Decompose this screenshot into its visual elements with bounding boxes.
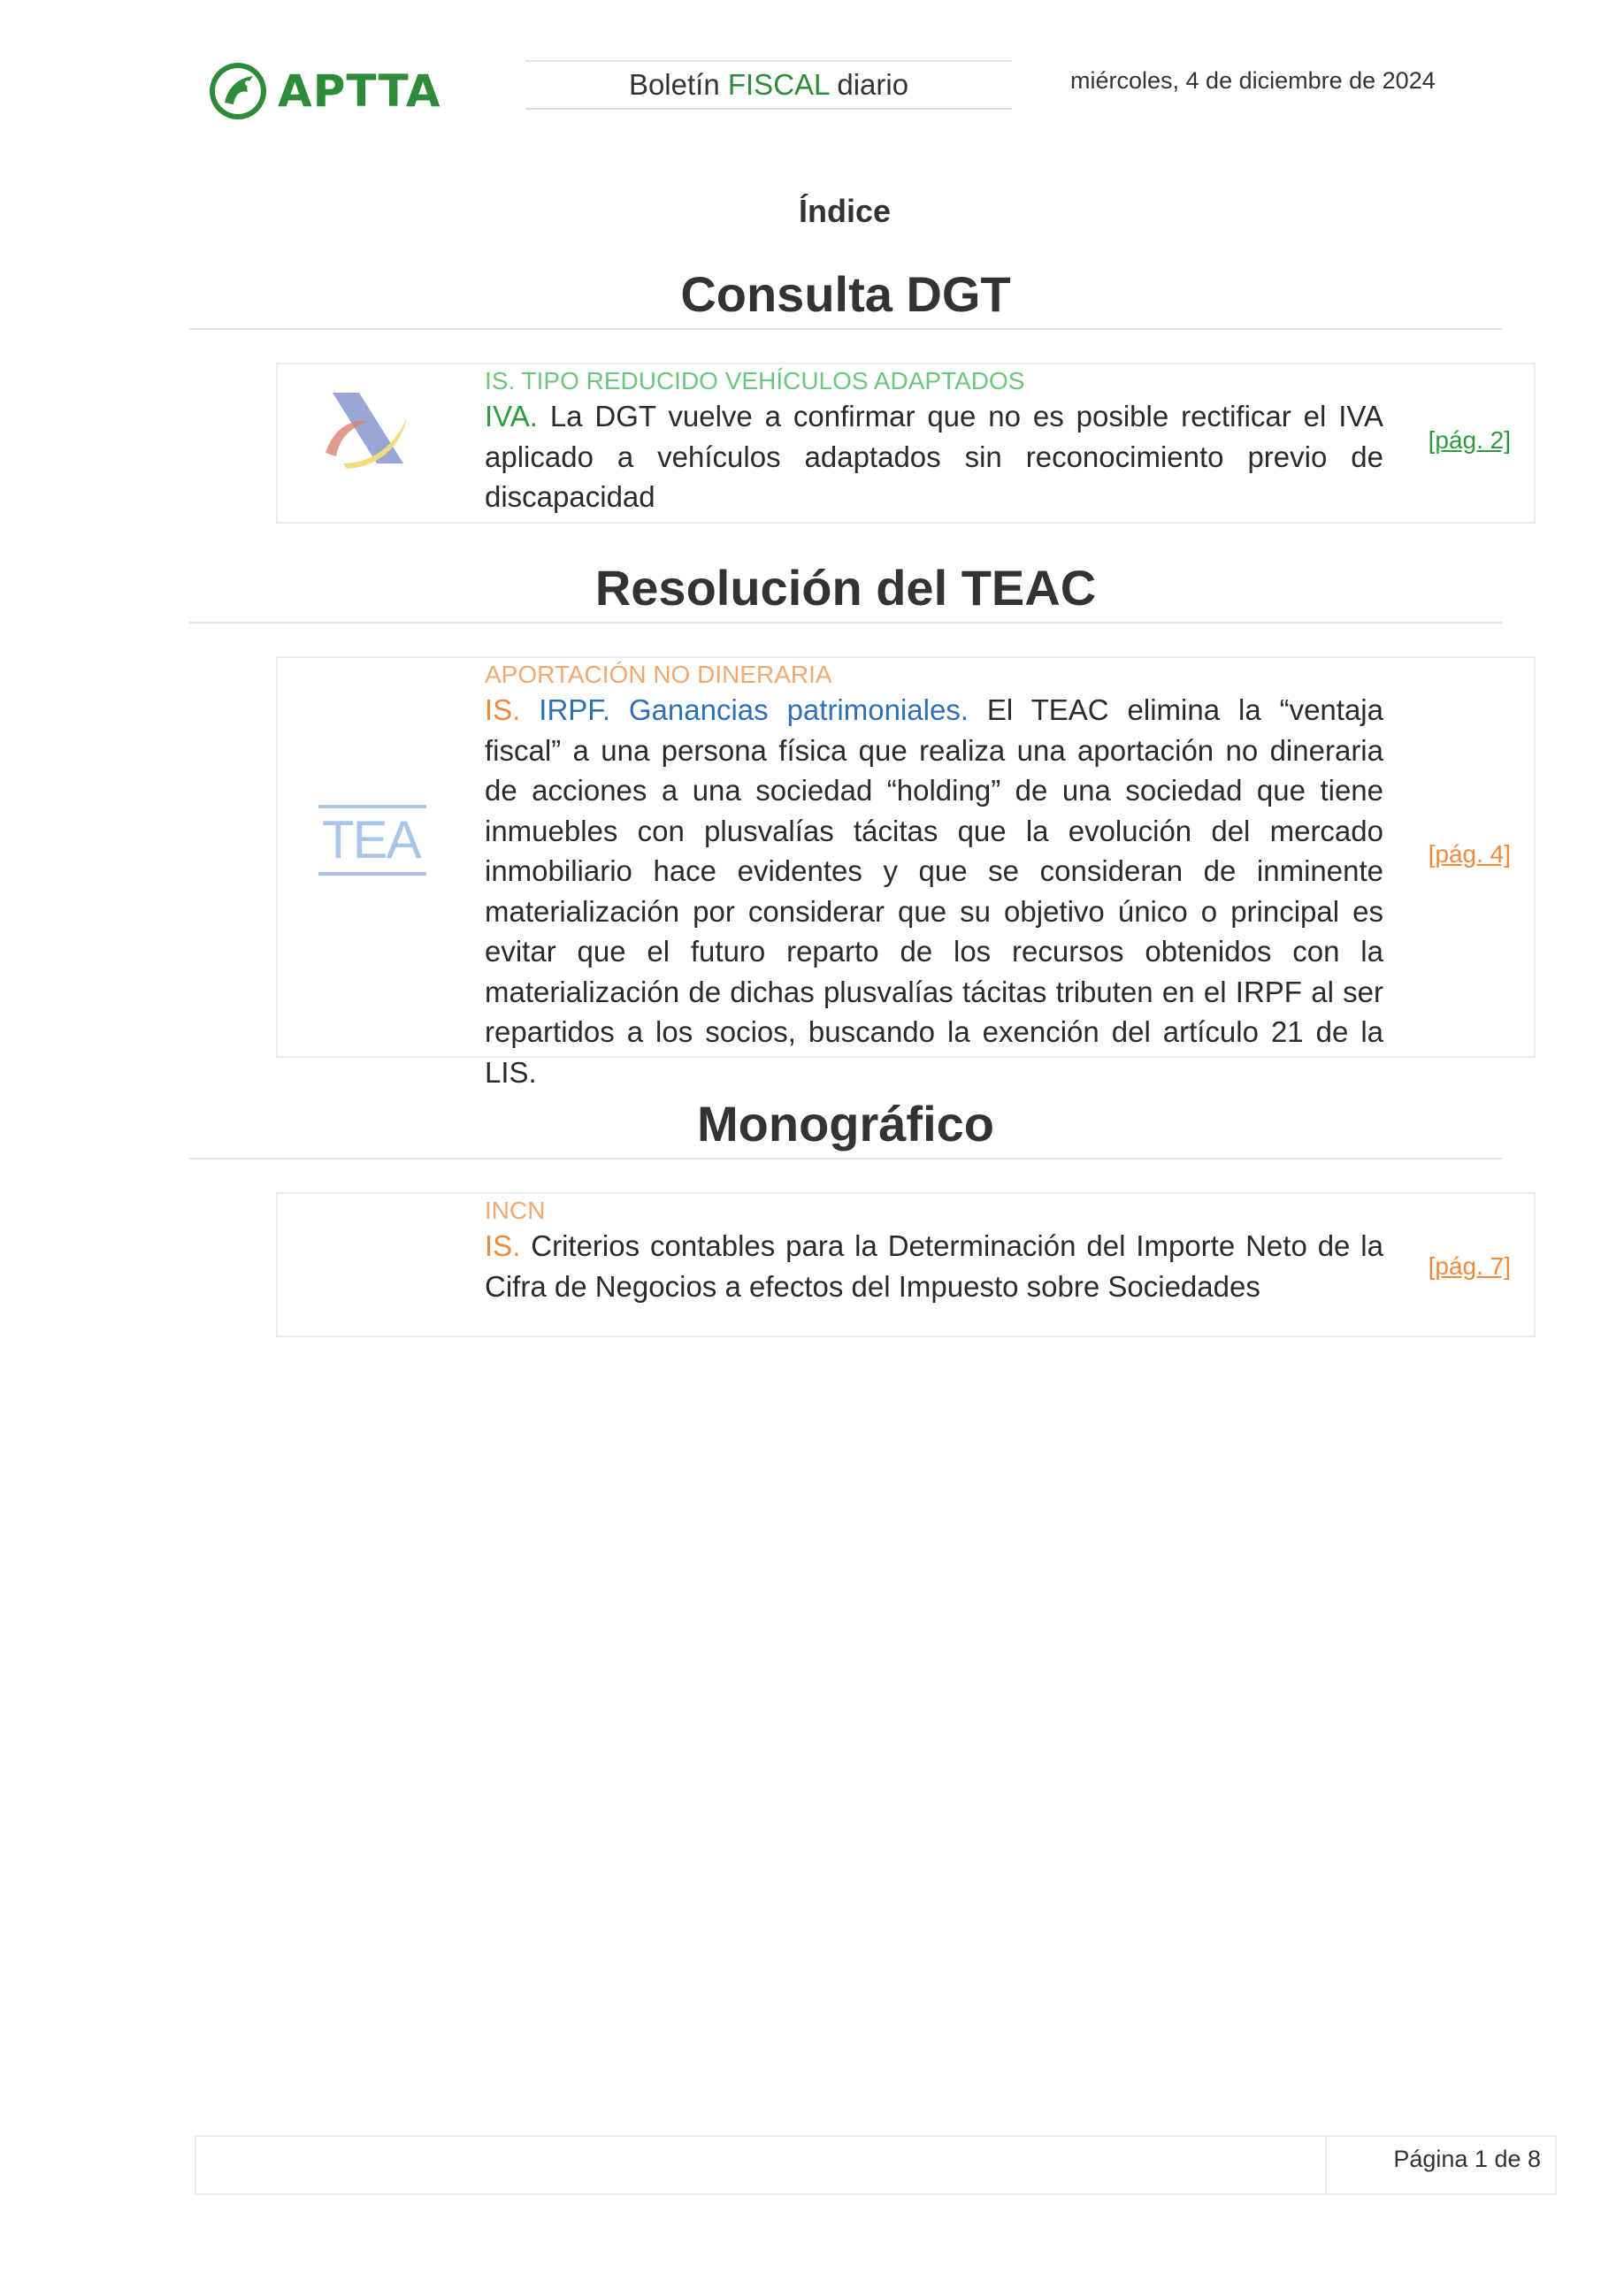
bulletin-suffix: diario (829, 68, 909, 101)
entry-lead-secondary: IRPF. Ganancias patrimoniales. (539, 693, 969, 726)
page-link[interactable]: [pág. 2] (1428, 426, 1511, 454)
aptta-emblem-icon (207, 60, 269, 122)
entry-lead: IS. (485, 693, 521, 726)
aptta-logo (207, 60, 441, 122)
aeat-logo-icon (317, 382, 414, 479)
teac-logo-icon (318, 805, 426, 876)
entry-tag: INCN (485, 1197, 546, 1224)
bulletin-prefix: Boletín (628, 68, 728, 101)
entry-lead: IVA. (485, 400, 538, 432)
index-entry-teac[interactable] (276, 656, 1536, 1089)
footer-divider (1325, 2137, 1327, 2193)
section-title-consulta-dgt: Consulta DGT (189, 265, 1502, 330)
entry-summary (485, 1226, 1383, 1306)
entry-body: El TEAC elimina la “ventaja fiscal” a una persona física que realiza una aportación no dineraria de acciones a una sociedad “holding” de una sociedad que tiene inmuebles con plusvalías tácitas que la evolución del mercado inmobiliario hace evidentes y que se consideran de inminente materialización por considerar que su objetivo único o principal es evitar que el futuro reparto de los recursos obtenidos con la materialización de dichas plusvalías tácitas tributen en el IRPF al ser repartidos a los socios, buscando la exención del artículo 21 de la LIS. (485, 693, 1383, 1089)
entry-lead: IS. (485, 1229, 521, 1262)
entry-body: La DGT vuelve a confirmar que no es posible rectificar el IVA aplicado a vehículos adaptados sin reconocimiento previo de discapacidad (485, 400, 1383, 513)
teac-logo-text: TEA (322, 810, 420, 869)
entry-text (485, 366, 1383, 517)
entry-tag: IS. TIPO REDUCIDO VEHÍCULOS ADAPTADOS (485, 367, 1025, 394)
bulletin-date: miércoles, 4 de diciembre de 2024 (1070, 67, 1436, 94)
entry-tag: APORTACIÓN NO DINERARIA (485, 661, 832, 688)
section-title-monografico: Monográfico (189, 1095, 1502, 1159)
entry-summary (485, 396, 1383, 517)
index-title: Índice (798, 193, 892, 229)
index-entry-dgt[interactable] (276, 363, 1536, 524)
entry-summary (485, 690, 1383, 1092)
page-link[interactable]: [pág. 4] (1428, 840, 1511, 868)
page-number: Página 1 de 8 (1393, 2146, 1541, 2172)
page-link[interactable]: [pág. 7] (1428, 1252, 1511, 1280)
section-title-teac: Resolución del TEAC (189, 559, 1502, 624)
entry-text (485, 660, 1383, 1092)
bulletin-highlight: FISCAL (727, 68, 830, 101)
page-footer (195, 2135, 1557, 2195)
entry-text (485, 1196, 1383, 1306)
entry-body: Criterios contables para la Determinación del Importe Neto de la Cifra de Negocios a efectos del Impuesto sobre Sociedades (485, 1229, 1383, 1303)
index-entry-monografico[interactable] (276, 1192, 1536, 1337)
bulletin-title (525, 60, 1012, 110)
logo-text: APTTA (278, 65, 441, 117)
